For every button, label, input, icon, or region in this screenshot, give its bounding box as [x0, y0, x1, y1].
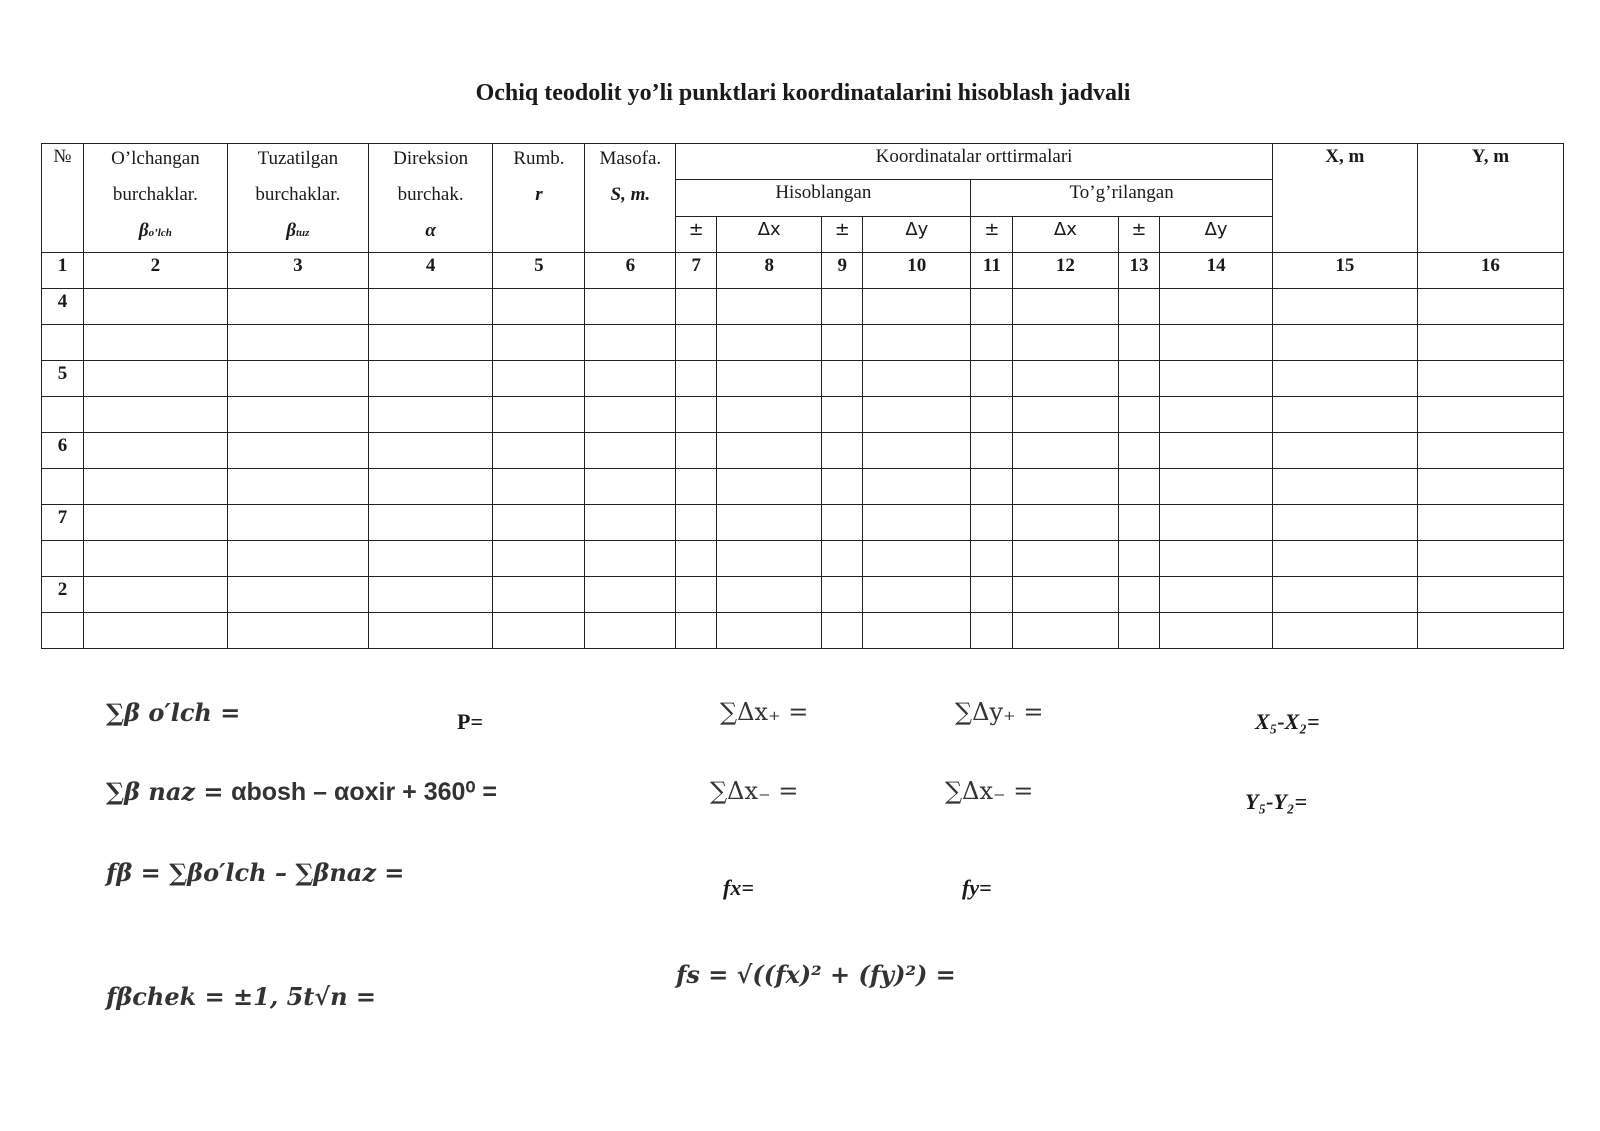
- table-cell: [822, 361, 863, 397]
- formula-p: P=: [457, 709, 483, 734]
- table-cell: [585, 613, 676, 649]
- table-cell: [227, 433, 368, 469]
- table-cell: [368, 613, 493, 649]
- beta-sub: tuz: [296, 227, 310, 239]
- header-dx: Δx: [1013, 216, 1118, 252]
- header-y: Y, m: [1417, 144, 1563, 253]
- table-cell: [493, 325, 585, 361]
- table-cell: [676, 361, 717, 397]
- table-cell: [863, 613, 971, 649]
- header-direction-line1: Direksion: [393, 148, 469, 169]
- header-corrected-line1: Tuzatilgan: [257, 148, 339, 169]
- column-number-row: [42, 253, 1564, 289]
- col-number: 12: [1013, 253, 1118, 289]
- table-cell: [368, 433, 493, 469]
- table-row: [42, 613, 1564, 649]
- formula-sum-dy-plus: [955, 698, 1043, 726]
- table-cell: [863, 433, 971, 469]
- table-cell: [822, 397, 863, 433]
- header-corrected-angles: [227, 144, 368, 253]
- header-corrected-line2: burchaklar.: [255, 184, 341, 205]
- table-cell: [1417, 325, 1563, 361]
- col-number: 6: [585, 253, 676, 289]
- table-cell: [822, 613, 863, 649]
- table-cell: [83, 505, 227, 541]
- table-cell: [368, 289, 493, 325]
- table-cell: [717, 577, 822, 613]
- formula-sum-dx-plus: [720, 698, 808, 726]
- table-cell: [822, 577, 863, 613]
- table-cell: [1272, 541, 1417, 577]
- table-row: [42, 433, 1564, 469]
- col-number: 8: [717, 253, 822, 289]
- formula-text: fs = √((fx)² + (fy)²) =: [676, 960, 956, 989]
- table-cell: [676, 289, 717, 325]
- formula-sum-dy-minus: [945, 777, 1033, 805]
- table-cell: [227, 541, 368, 577]
- table-cell: [971, 577, 1013, 613]
- table-cell: [227, 577, 368, 613]
- table-cell: [863, 289, 971, 325]
- table-cell: [585, 325, 676, 361]
- col-number: 1: [42, 253, 84, 289]
- table-cell: [1013, 541, 1118, 577]
- col-number: 2: [83, 253, 227, 289]
- table-row: [42, 325, 1564, 361]
- table-cell: [493, 577, 585, 613]
- alpha-symbol: α: [425, 220, 436, 241]
- table-row: [42, 505, 1564, 541]
- table-cell: [1272, 577, 1417, 613]
- header-adjusted: To’g’rilangan: [971, 180, 1272, 216]
- header-coordinate-increments: Koordinatalar orttirmalari: [676, 144, 1273, 180]
- table-cell: [1160, 289, 1272, 325]
- table-cell: [1118, 289, 1160, 325]
- header-measured-symbol: [84, 216, 227, 252]
- table-cell: [1160, 613, 1272, 649]
- col-number: 7: [676, 253, 717, 289]
- table-cell: [863, 361, 971, 397]
- table-cell: [971, 289, 1013, 325]
- table-cell: [83, 577, 227, 613]
- table-cell: [717, 613, 822, 649]
- table-cell: [1272, 613, 1417, 649]
- table-cell: [971, 541, 1013, 577]
- formula-f-beta-check: [106, 982, 376, 1011]
- point-number: 2: [42, 577, 84, 613]
- table-cell: [227, 469, 368, 505]
- formula-x5-x2: X₅-X₂=: [1255, 709, 1320, 734]
- header-computed: Hisoblangan: [676, 180, 971, 216]
- table-cell: [717, 469, 822, 505]
- table-cell: [585, 541, 676, 577]
- table-cell: [227, 361, 368, 397]
- formula-sum-beta-theoretical: [106, 777, 497, 807]
- beta-symbol: β: [286, 220, 296, 241]
- table-cell: [1417, 469, 1563, 505]
- table-cell: [585, 505, 676, 541]
- table-cell: [1118, 361, 1160, 397]
- table-cell: [83, 361, 227, 397]
- formula-sum-beta-measured: [106, 698, 240, 727]
- header-pm: ±: [1118, 216, 1160, 252]
- table-cell: [676, 541, 717, 577]
- table-cell: [493, 469, 585, 505]
- table-cell: [585, 361, 676, 397]
- table-cell: [971, 361, 1013, 397]
- table-cell: [83, 325, 227, 361]
- table-cell: [493, 361, 585, 397]
- header-distance-line1: Masofa.: [599, 148, 662, 169]
- page-title: Ochiq teodolit yo’li punktlari koordinatalarini hisoblash jadvali: [475, 80, 1131, 106]
- table-cell: [1272, 433, 1417, 469]
- col-number: 15: [1272, 253, 1417, 289]
- table-cell: [42, 541, 84, 577]
- table-body: [42, 289, 1564, 649]
- table-row: [42, 469, 1564, 505]
- formula-text: fβchek = ±1, 5t√n =: [106, 982, 377, 1011]
- table-cell: [1272, 361, 1417, 397]
- formula-fs: [676, 960, 956, 989]
- table-cell: [83, 397, 227, 433]
- table-cell: [676, 433, 717, 469]
- point-number: 4: [42, 289, 84, 325]
- table-cell: [1118, 469, 1160, 505]
- table-cell: [717, 289, 822, 325]
- table-cell: [42, 325, 84, 361]
- table-cell: [1160, 541, 1272, 577]
- table-cell: [1013, 613, 1118, 649]
- formula-fy: fy=: [962, 875, 992, 900]
- table-cell: [368, 541, 493, 577]
- table-cell: [822, 433, 863, 469]
- table-cell: [1013, 577, 1118, 613]
- table-cell: [493, 397, 585, 433]
- table-cell: [676, 397, 717, 433]
- table-cell: [1013, 505, 1118, 541]
- table-cell: [1013, 289, 1118, 325]
- table-row: [42, 577, 1564, 613]
- table-cell: [227, 289, 368, 325]
- header-measured-angles: [83, 144, 227, 253]
- table-cell: [1118, 577, 1160, 613]
- point-number: 6: [42, 433, 84, 469]
- table-cell: [368, 361, 493, 397]
- formula-text: ∑Δx₋ =: [945, 777, 1034, 805]
- table-cell: [1160, 325, 1272, 361]
- table-cell: [822, 541, 863, 577]
- table-cell: [42, 397, 84, 433]
- table-cell: [1417, 289, 1563, 325]
- formula-text-right: αbosh – αoxir + 360⁰ =: [231, 778, 497, 806]
- point-number: 5: [42, 361, 84, 397]
- formula-text-left: ∑β naz =: [106, 777, 224, 806]
- table-cell: [585, 289, 676, 325]
- table-cell: [83, 541, 227, 577]
- table-row: [42, 541, 1564, 577]
- table-cell: [42, 469, 84, 505]
- table-cell: [1272, 397, 1417, 433]
- table-cell: [493, 541, 585, 577]
- table-cell: [585, 469, 676, 505]
- beta-sub: o’lch: [148, 227, 172, 239]
- table-cell: [1013, 325, 1118, 361]
- col-number: 5: [493, 253, 585, 289]
- table-cell: [493, 289, 585, 325]
- table-cell: [493, 505, 585, 541]
- table-cell: [585, 433, 676, 469]
- header-rumb: [493, 144, 585, 253]
- table-cell: [863, 325, 971, 361]
- table-cell: [1272, 289, 1417, 325]
- table-cell: [1417, 577, 1563, 613]
- header-distance: [585, 144, 676, 253]
- table-cell: [42, 613, 84, 649]
- table-cell: [1417, 433, 1563, 469]
- table-cell: [717, 325, 822, 361]
- table-cell: [1417, 397, 1563, 433]
- table-cell: [1013, 361, 1118, 397]
- header-direction-angle: [368, 144, 493, 253]
- table-cell: [863, 469, 971, 505]
- table-cell: [863, 577, 971, 613]
- col-number: 4: [368, 253, 493, 289]
- formula-text: ∑Δx₋ =: [710, 777, 799, 805]
- table-cell: [822, 325, 863, 361]
- s-symbol: S, m.: [610, 184, 651, 205]
- table-cell: [1118, 613, 1160, 649]
- table-cell: [1160, 577, 1272, 613]
- formula-y5-y2: Y₅-Y₂=: [1245, 789, 1308, 814]
- table-cell: [1013, 433, 1118, 469]
- table-cell: [717, 541, 822, 577]
- table-cell: [368, 577, 493, 613]
- table-cell: [971, 613, 1013, 649]
- table-cell: [676, 469, 717, 505]
- table-cell: [1417, 505, 1563, 541]
- table-cell: [1417, 613, 1563, 649]
- coordinates-table: [41, 143, 1564, 649]
- table-cell: [863, 505, 971, 541]
- header-corrected-symbol: [228, 216, 368, 252]
- point-number: 7: [42, 505, 84, 541]
- table-cell: [971, 397, 1013, 433]
- table-cell: [971, 469, 1013, 505]
- table-cell: [493, 613, 585, 649]
- table-cell: [368, 505, 493, 541]
- col-number: 10: [863, 253, 971, 289]
- table-cell: [676, 577, 717, 613]
- header-dy: Δy: [1160, 216, 1272, 252]
- r-symbol: r: [535, 184, 543, 205]
- col-number: 14: [1160, 253, 1272, 289]
- table-cell: [368, 397, 493, 433]
- header-x: X, m: [1272, 144, 1417, 253]
- table-cell: [1118, 505, 1160, 541]
- table-cell: [585, 577, 676, 613]
- table-cell: [1417, 541, 1563, 577]
- col-number: 16: [1417, 253, 1563, 289]
- col-number: 13: [1118, 253, 1160, 289]
- table-cell: [1160, 361, 1272, 397]
- table-cell: [1160, 397, 1272, 433]
- table-cell: [717, 397, 822, 433]
- table-cell: [1118, 325, 1160, 361]
- header-no: №: [42, 144, 84, 253]
- col-number: 3: [227, 253, 368, 289]
- table-cell: [83, 289, 227, 325]
- formula-f-beta: [106, 858, 404, 887]
- col-number: 9: [822, 253, 863, 289]
- header-measured-line2: burchaklar.: [112, 184, 198, 205]
- table-row: [42, 361, 1564, 397]
- table-cell: [493, 433, 585, 469]
- formula-fx: fx=: [723, 875, 754, 900]
- header-rumb-line1: Rumb.: [513, 148, 565, 169]
- table-cell: [227, 397, 368, 433]
- table-cell: [83, 469, 227, 505]
- table-cell: [971, 325, 1013, 361]
- table-cell: [863, 541, 971, 577]
- table-cell: [971, 505, 1013, 541]
- table-cell: [717, 433, 822, 469]
- header-dx: Δx: [717, 216, 822, 252]
- table-cell: [822, 469, 863, 505]
- header-pm: ±: [676, 216, 717, 252]
- table-cell: [1160, 433, 1272, 469]
- table-cell: [1118, 433, 1160, 469]
- table-cell: [1272, 469, 1417, 505]
- table-cell: [227, 505, 368, 541]
- header-measured-line1: O’lchangan: [111, 148, 200, 169]
- formula-text: ∑β o′lch =: [106, 698, 241, 727]
- formula-text: fβ = ∑βo′lch – ∑βnaz =: [106, 858, 405, 887]
- col-number: 11: [971, 253, 1013, 289]
- table-cell: [1013, 469, 1118, 505]
- table-cell: [822, 505, 863, 541]
- table-cell: [1272, 505, 1417, 541]
- header-dy: Δy: [863, 216, 971, 252]
- table-row: [42, 289, 1564, 325]
- table-cell: [83, 433, 227, 469]
- table-cell: [676, 613, 717, 649]
- table-cell: [1417, 361, 1563, 397]
- table-cell: [227, 325, 368, 361]
- table-cell: [676, 325, 717, 361]
- table-cell: [1118, 541, 1160, 577]
- table-cell: [1013, 397, 1118, 433]
- table-cell: [368, 325, 493, 361]
- table-cell: [1118, 397, 1160, 433]
- header-pm: ±: [971, 216, 1013, 252]
- table-cell: [717, 505, 822, 541]
- table-cell: [83, 613, 227, 649]
- formula-text: ∑Δx₊ =: [720, 698, 809, 726]
- table-cell: [676, 505, 717, 541]
- table-cell: [227, 613, 368, 649]
- formula-text: ∑Δy₊ =: [955, 698, 1044, 726]
- header-pm: ±: [822, 216, 863, 252]
- table-row: [42, 397, 1564, 433]
- table-cell: [368, 469, 493, 505]
- table-cell: [1160, 505, 1272, 541]
- beta-symbol: β: [138, 220, 149, 241]
- table-cell: [863, 397, 971, 433]
- table-cell: [717, 361, 822, 397]
- header-direction-line2: burchak.: [397, 184, 464, 205]
- table-cell: [585, 397, 676, 433]
- table-cell: [1160, 469, 1272, 505]
- table-cell: [822, 289, 863, 325]
- formula-sum-dx-minus: [710, 777, 798, 805]
- table-cell: [1272, 325, 1417, 361]
- table-cell: [971, 433, 1013, 469]
